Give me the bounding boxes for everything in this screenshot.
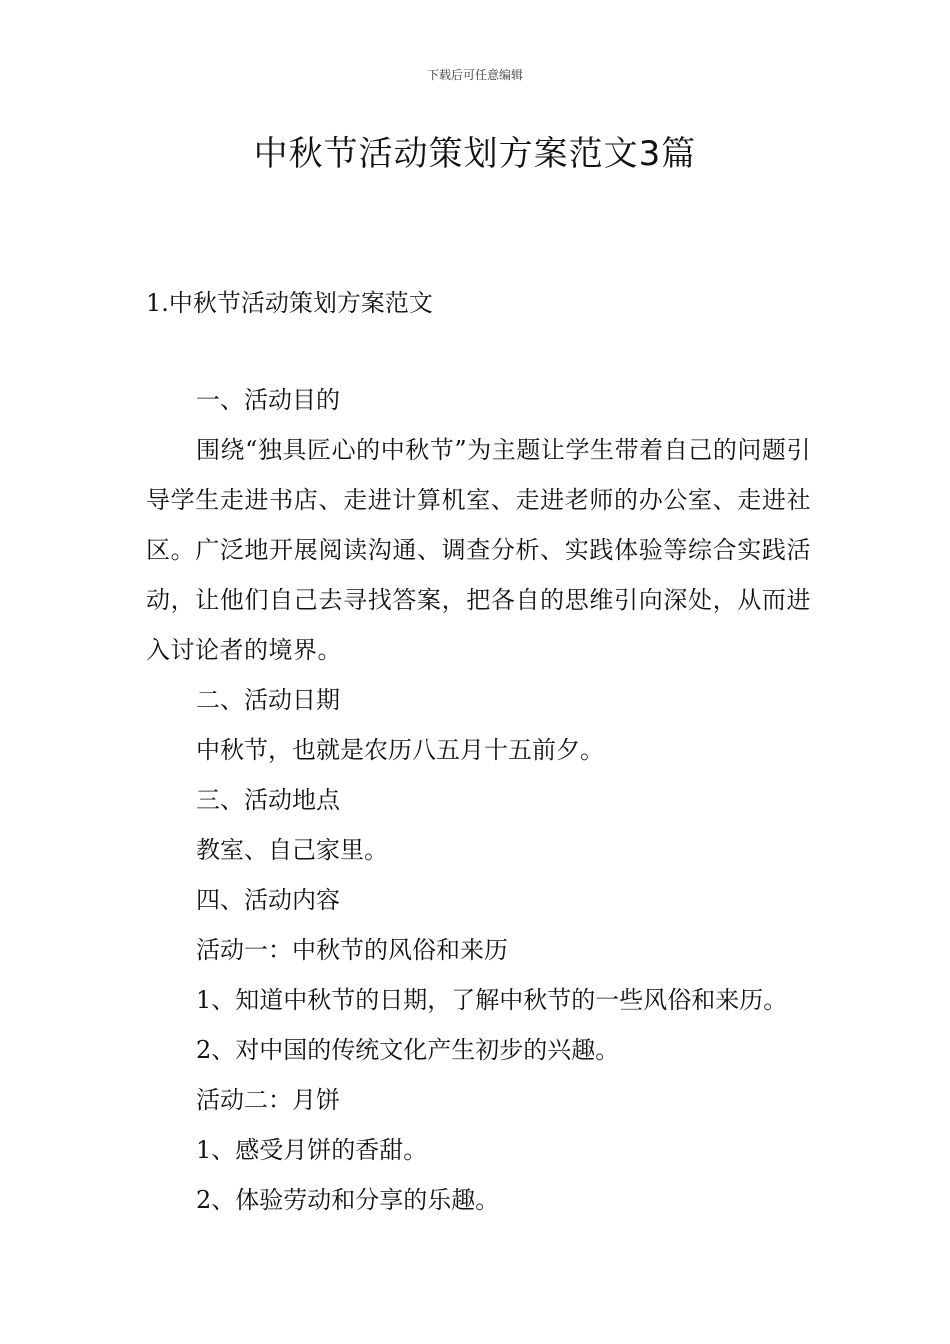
activity-two-title: 活动二：月饼: [196, 1086, 340, 1114]
list-item: 2、体验劳动和分享的乐趣。: [196, 1186, 500, 1214]
list-item: 2、对中国的传统文化产生初步的兴趣。: [196, 1036, 620, 1064]
paragraph-location: 教室、自己家里。: [196, 836, 388, 864]
header-note: 下载后可任意编辑: [426, 68, 523, 82]
heading-content: 四、活动内容: [196, 886, 340, 914]
paragraph-purpose: 围绕“独具匠心的中秋节”为主题让学生带着自己的问题引导学生走进书店、走进计算机室、走进老师的办公室、走进社区。广泛地开展阅读沟通、调查分析、实践体验等综合实践活动，让他们自己去寻找答案，把各自的思维引向深处，从而进入讨论者的境界。: [146, 436, 811, 664]
list-item: 1、知道中秋节的日期，了解中秋节的一些风俗和来历。: [196, 986, 788, 1014]
document-body: [146, 375, 811, 1225]
section-heading: 1.中秋节活动策划方案范文: [146, 289, 433, 317]
heading-location: 三、活动地点: [196, 786, 340, 814]
document-title: 中秋节活动策划方案范文3篇: [253, 134, 697, 174]
heading-purpose: 一、活动目的: [196, 386, 340, 414]
list-item: 1、感受月饼的香甜。: [196, 1136, 428, 1164]
activity-one-title: 活动一：中秋节的风俗和来历: [196, 936, 508, 964]
paragraph-date: 中秋节，也就是农历八五月十五前夕。: [196, 736, 604, 764]
heading-date: 二、活动日期: [196, 686, 340, 714]
